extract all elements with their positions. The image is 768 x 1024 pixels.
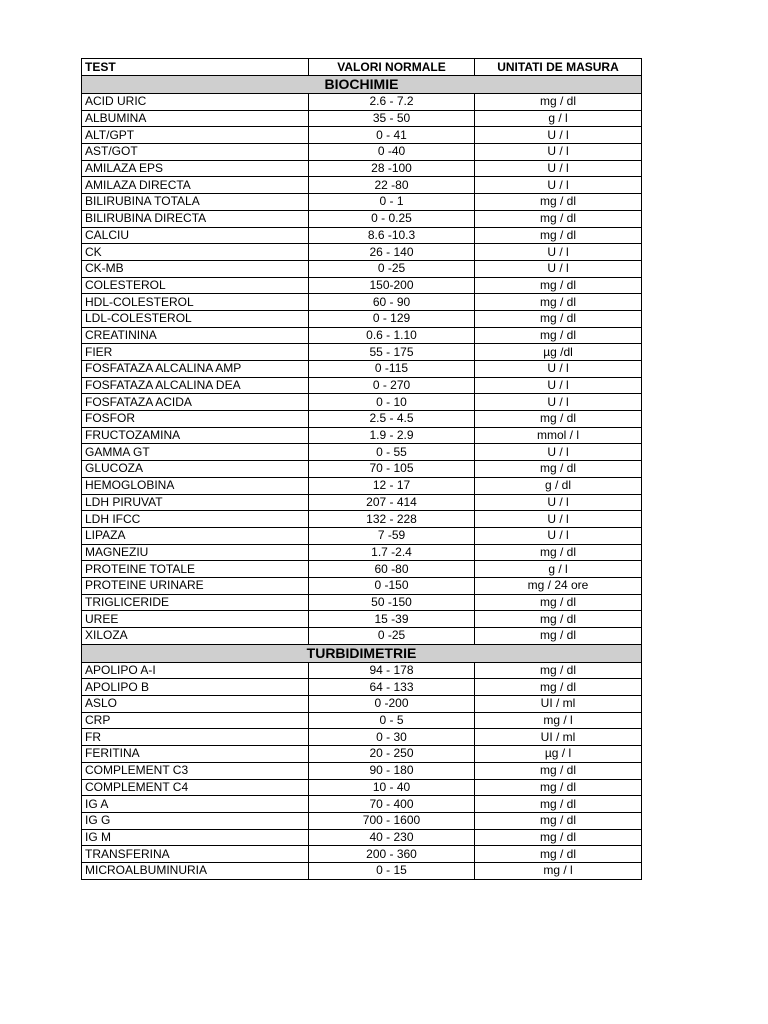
- table-row: [82, 127, 642, 144]
- test-name-cell: PROTEINE TOTALE: [82, 561, 309, 578]
- table-row: [82, 361, 642, 378]
- unit-cell: mg / dl: [475, 461, 642, 478]
- normal-value-cell: 70 - 105: [309, 461, 475, 478]
- normal-value-cell: 0 -115: [309, 361, 475, 378]
- table-row: [82, 846, 642, 863]
- unit-cell: mg / dl: [475, 662, 642, 679]
- normal-value-cell: 22 -80: [309, 177, 475, 194]
- table-row: [82, 227, 642, 244]
- table-row: [82, 110, 642, 127]
- unit-cell: mg / dl: [475, 294, 642, 311]
- normal-value-cell: 26 - 140: [309, 244, 475, 261]
- test-name-cell: FR: [82, 729, 309, 746]
- unit-cell: mg / dl: [475, 327, 642, 344]
- table-row: [82, 494, 642, 511]
- section-title: BIOCHIMIE: [82, 76, 642, 94]
- test-name-cell: ASLO: [82, 696, 309, 713]
- test-name-cell: LDL-COLESTEROL: [82, 310, 309, 327]
- unit-cell: µg / l: [475, 746, 642, 763]
- unit-cell: g / dl: [475, 477, 642, 494]
- normal-value-cell: 50 -150: [309, 594, 475, 611]
- header-normal-values: VALORI NORMALE: [309, 59, 475, 76]
- unit-cell: UI / ml: [475, 729, 642, 746]
- normal-value-cell: 0 - 270: [309, 377, 475, 394]
- table-row: [82, 679, 642, 696]
- test-name-cell: COMPLEMENT C3: [82, 762, 309, 779]
- unit-cell: mmol / l: [475, 427, 642, 444]
- unit-cell: mg / dl: [475, 94, 642, 111]
- test-name-cell: PROTEINE URINARE: [82, 577, 309, 594]
- table-row: [82, 344, 642, 361]
- normal-value-cell: 35 - 50: [309, 110, 475, 127]
- normal-value-cell: 0 -25: [309, 260, 475, 277]
- section-title: TURBIDIMETRIE: [82, 644, 642, 662]
- table-row: [82, 544, 642, 561]
- unit-cell: U / l: [475, 511, 642, 528]
- test-name-cell: FERITINA: [82, 746, 309, 763]
- table-row: [82, 310, 642, 327]
- test-name-cell: CK: [82, 244, 309, 261]
- unit-cell: mg / dl: [475, 812, 642, 829]
- unit-cell: mg / dl: [475, 796, 642, 813]
- normal-value-cell: 700 - 1600: [309, 812, 475, 829]
- normal-value-cell: 20 - 250: [309, 746, 475, 763]
- test-name-cell: LIPAZA: [82, 527, 309, 544]
- unit-cell: U / l: [475, 444, 642, 461]
- test-name-cell: FOSFATAZA ALCALINA AMP: [82, 361, 309, 378]
- unit-cell: g / l: [475, 561, 642, 578]
- test-name-cell: APOLIPO B: [82, 679, 309, 696]
- table-row: [82, 177, 642, 194]
- normal-value-cell: 200 - 360: [309, 846, 475, 863]
- test-name-cell: ACID URIC: [82, 94, 309, 111]
- test-name-cell: ALBUMINA: [82, 110, 309, 127]
- normal-value-cell: 0 -25: [309, 628, 475, 645]
- unit-cell: mg / dl: [475, 277, 642, 294]
- unit-cell: µg /dl: [475, 344, 642, 361]
- test-name-cell: LDH IFCC: [82, 511, 309, 528]
- table-row: [82, 260, 642, 277]
- table-row: [82, 277, 642, 294]
- unit-cell: mg / dl: [475, 210, 642, 227]
- table-row: [82, 712, 642, 729]
- table-row: [82, 662, 642, 679]
- test-name-cell: FOSFATAZA ACIDA: [82, 394, 309, 411]
- table-row: [82, 411, 642, 428]
- normal-value-cell: 70 - 400: [309, 796, 475, 813]
- test-name-cell: IG M: [82, 829, 309, 846]
- normal-value-cell: 90 - 180: [309, 762, 475, 779]
- unit-cell: U / l: [475, 494, 642, 511]
- unit-cell: mg / dl: [475, 779, 642, 796]
- unit-cell: mg / dl: [475, 194, 642, 211]
- test-name-cell: COMPLEMENT C4: [82, 779, 309, 796]
- normal-value-cell: 7 -59: [309, 527, 475, 544]
- table-row: [82, 862, 642, 879]
- test-name-cell: AMILAZA DIRECTA: [82, 177, 309, 194]
- test-name-cell: LDH PIRUVAT: [82, 494, 309, 511]
- unit-cell: U / l: [475, 527, 642, 544]
- test-name-cell: GAMMA GT: [82, 444, 309, 461]
- table-row: [82, 194, 642, 211]
- unit-cell: g / l: [475, 110, 642, 127]
- table-row: [82, 377, 642, 394]
- unit-cell: mg / dl: [475, 611, 642, 628]
- normal-value-cell: 0 - 41: [309, 127, 475, 144]
- unit-cell: mg / l: [475, 862, 642, 879]
- table-row: [82, 210, 642, 227]
- unit-cell: UI / ml: [475, 696, 642, 713]
- normal-value-cell: 0 - 5: [309, 712, 475, 729]
- table-row: [82, 762, 642, 779]
- normal-value-cell: 0 - 55: [309, 444, 475, 461]
- normal-value-cell: 8.6 -10.3: [309, 227, 475, 244]
- test-name-cell: IG G: [82, 812, 309, 829]
- test-name-cell: HEMOGLOBINA: [82, 477, 309, 494]
- table-row: [82, 294, 642, 311]
- unit-cell: mg / dl: [475, 310, 642, 327]
- test-name-cell: HDL-COLESTEROL: [82, 294, 309, 311]
- unit-cell: U / l: [475, 244, 642, 261]
- table-row: [82, 812, 642, 829]
- table-row: [82, 527, 642, 544]
- normal-value-cell: 28 -100: [309, 160, 475, 177]
- normal-value-cell: 40 - 230: [309, 829, 475, 846]
- test-name-cell: FIER: [82, 344, 309, 361]
- normal-value-cell: 0 - 15: [309, 862, 475, 879]
- test-name-cell: MICROALBUMINURIA: [82, 862, 309, 879]
- unit-cell: mg / dl: [475, 762, 642, 779]
- unit-cell: mg / dl: [475, 846, 642, 863]
- test-name-cell: FRUCTOZAMINA: [82, 427, 309, 444]
- unit-cell: mg / dl: [475, 227, 642, 244]
- header-units: UNITATI DE MASURA: [475, 59, 642, 76]
- test-name-cell: GLUCOZA: [82, 461, 309, 478]
- normal-value-cell: 0 -40: [309, 144, 475, 161]
- unit-cell: mg / 24 ore: [475, 577, 642, 594]
- normal-value-cell: 1.9 - 2.9: [309, 427, 475, 444]
- normal-value-cell: 2.5 - 4.5: [309, 411, 475, 428]
- test-name-cell: ALT/GPT: [82, 127, 309, 144]
- normal-value-cell: 1.7 -2.4: [309, 544, 475, 561]
- unit-cell: mg / dl: [475, 829, 642, 846]
- table-row: [82, 594, 642, 611]
- test-name-cell: AST/GOT: [82, 144, 309, 161]
- unit-cell: U / l: [475, 394, 642, 411]
- table-row: [82, 829, 642, 846]
- test-name-cell: COLESTEROL: [82, 277, 309, 294]
- normal-value-cell: 60 - 90: [309, 294, 475, 311]
- test-name-cell: CREATININA: [82, 327, 309, 344]
- header-test: TEST: [82, 59, 309, 76]
- table-body: [82, 76, 642, 880]
- normal-value-cell: 94 - 178: [309, 662, 475, 679]
- table-row: [82, 327, 642, 344]
- table-row: [82, 628, 642, 645]
- normal-value-cell: 0 -200: [309, 696, 475, 713]
- test-name-cell: TRANSFERINA: [82, 846, 309, 863]
- normal-value-cell: 132 - 228: [309, 511, 475, 528]
- unit-cell: mg / dl: [475, 628, 642, 645]
- table-row: [82, 144, 642, 161]
- test-name-cell: FOSFATAZA ALCALINA DEA: [82, 377, 309, 394]
- test-name-cell: IG A: [82, 796, 309, 813]
- table-row: [82, 729, 642, 746]
- unit-cell: U / l: [475, 144, 642, 161]
- test-name-cell: APOLIPO A-I: [82, 662, 309, 679]
- test-name-cell: UREE: [82, 611, 309, 628]
- table-row: [82, 94, 642, 111]
- test-name-cell: AMILAZA EPS: [82, 160, 309, 177]
- normal-value-cell: 0 - 0.25: [309, 210, 475, 227]
- normal-value-cell: 0 - 10: [309, 394, 475, 411]
- test-name-cell: BILIRUBINA DIRECTA: [82, 210, 309, 227]
- test-name-cell: MAGNEZIU: [82, 544, 309, 561]
- table-row: [82, 427, 642, 444]
- normal-value-cell: 15 -39: [309, 611, 475, 628]
- unit-cell: mg / dl: [475, 679, 642, 696]
- table-row: [82, 394, 642, 411]
- section-header-row: [82, 644, 642, 662]
- table-row: [82, 160, 642, 177]
- unit-cell: U / l: [475, 361, 642, 378]
- test-name-cell: CRP: [82, 712, 309, 729]
- normal-value-cell: 0 - 1: [309, 194, 475, 211]
- unit-cell: U / l: [475, 160, 642, 177]
- unit-cell: U / l: [475, 177, 642, 194]
- normal-value-cell: 207 - 414: [309, 494, 475, 511]
- table-row: [82, 779, 642, 796]
- normal-value-cell: 150-200: [309, 277, 475, 294]
- normal-value-cell: 2.6 - 7.2: [309, 94, 475, 111]
- table-row: [82, 511, 642, 528]
- table-row: [82, 461, 642, 478]
- table-row: [82, 577, 642, 594]
- normal-value-cell: 0 -150: [309, 577, 475, 594]
- section-header-row: [82, 76, 642, 94]
- normal-value-cell: 60 -80: [309, 561, 475, 578]
- unit-cell: mg / dl: [475, 544, 642, 561]
- unit-cell: U / l: [475, 260, 642, 277]
- normal-value-cell: 64 - 133: [309, 679, 475, 696]
- normal-value-cell: 12 - 17: [309, 477, 475, 494]
- unit-cell: mg / dl: [475, 594, 642, 611]
- lab-reference-table: [81, 58, 642, 880]
- unit-cell: mg / dl: [475, 411, 642, 428]
- unit-cell: U / l: [475, 377, 642, 394]
- unit-cell: U / l: [475, 127, 642, 144]
- table-row: [82, 796, 642, 813]
- table-row: [82, 611, 642, 628]
- test-name-cell: XILOZA: [82, 628, 309, 645]
- table-row: [82, 477, 642, 494]
- table-row: [82, 696, 642, 713]
- unit-cell: mg / l: [475, 712, 642, 729]
- table-row: [82, 746, 642, 763]
- table-row: [82, 561, 642, 578]
- normal-value-cell: 0.6 - 1.10: [309, 327, 475, 344]
- test-name-cell: CK-MB: [82, 260, 309, 277]
- normal-value-cell: 55 - 175: [309, 344, 475, 361]
- test-name-cell: TRIGLICERIDE: [82, 594, 309, 611]
- header-row: [82, 59, 642, 76]
- normal-value-cell: 10 - 40: [309, 779, 475, 796]
- table-row: [82, 444, 642, 461]
- test-name-cell: FOSFOR: [82, 411, 309, 428]
- table-row: [82, 244, 642, 261]
- normal-value-cell: 0 - 30: [309, 729, 475, 746]
- test-name-cell: BILIRUBINA TOTALA: [82, 194, 309, 211]
- test-name-cell: CALCIU: [82, 227, 309, 244]
- normal-value-cell: 0 - 129: [309, 310, 475, 327]
